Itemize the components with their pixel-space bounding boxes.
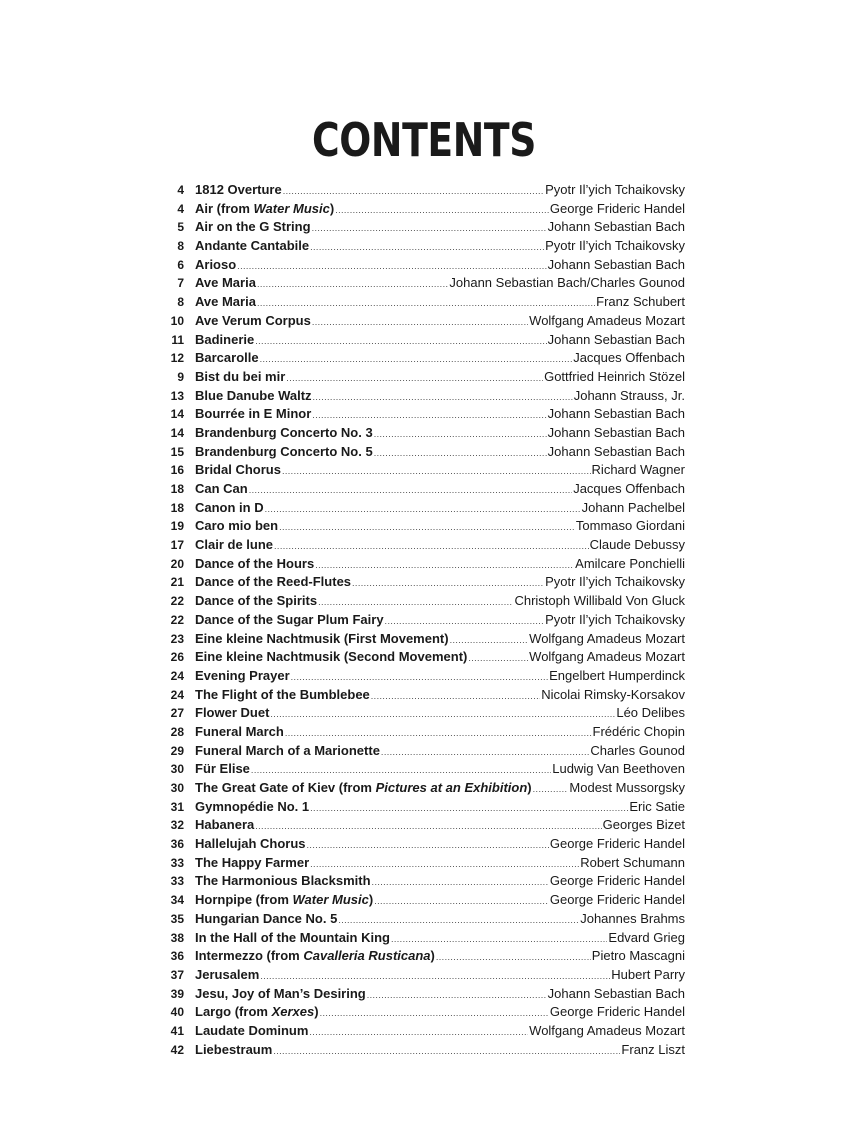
page-number: 13 — [170, 388, 184, 403]
page-number: 24 — [170, 687, 184, 702]
page-number: 26 — [170, 650, 184, 665]
piece-title — [195, 667, 290, 686]
toc-entry[interactable] — [160, 461, 685, 480]
composer-name: Franz Schubert — [596, 294, 685, 310]
composer-name: Eric Satie — [629, 798, 685, 814]
page-number: 37 — [170, 967, 184, 982]
piece-title-text: Brandenburg Concerto No. 5 — [195, 443, 373, 459]
dot-leader — [257, 275, 448, 294]
piece-title — [195, 966, 259, 985]
piece-title-text: Laudate Dominum — [195, 1022, 309, 1038]
piece-title — [195, 891, 373, 910]
page-number: 36 — [170, 837, 184, 852]
dot-leader — [255, 817, 601, 836]
piece-source-title: Water Music — [292, 892, 369, 908]
piece-title — [195, 985, 366, 1004]
composer-name: Johann Sebastian Bach — [547, 985, 685, 1001]
piece-title — [195, 704, 269, 723]
piece-title-text: The Harmonious Blacksmith — [195, 873, 371, 889]
toc-entry[interactable] — [160, 891, 685, 910]
toc-entry[interactable] — [160, 854, 685, 873]
page-number: 17 — [170, 538, 184, 553]
dot-leader — [436, 948, 591, 967]
piece-title-text: Brandenburg Concerto No. 3 — [195, 424, 373, 440]
toc-entry[interactable] — [160, 555, 685, 574]
page-number: 8 — [177, 295, 184, 310]
dot-leader — [450, 631, 529, 650]
page-number: 10 — [170, 313, 184, 328]
piece-title-text: The Happy Farmer — [195, 854, 310, 870]
piece-title — [195, 443, 373, 462]
piece-title — [195, 760, 250, 779]
dot-leader — [468, 649, 528, 668]
composer-name: Modest Mussorgsky — [569, 780, 685, 795]
dot-leader — [385, 612, 545, 631]
page-title: CONTENTS — [311, 112, 536, 167]
page-number: 6 — [177, 257, 184, 272]
piece-title-text: Badinerie — [195, 331, 255, 347]
piece-title-text: Canon in D — [195, 499, 264, 515]
piece-title — [195, 181, 282, 200]
dot-leader — [237, 257, 547, 276]
page-number: 7 — [177, 276, 184, 291]
toc-entry[interactable] — [160, 499, 685, 518]
composer-name: Gottfried Heinrich Stözel — [544, 368, 685, 384]
piece-title-text: The Great Gate of Kiev (from — [195, 780, 376, 795]
dot-leader — [315, 556, 574, 575]
page-number: 4 — [177, 201, 184, 216]
dot-leader — [374, 425, 547, 444]
piece-title-text: Can Can — [195, 481, 248, 496]
piece-title-suffix: ) — [430, 948, 435, 964]
dot-leader — [249, 481, 572, 500]
page-number: 29 — [170, 743, 184, 758]
page-number: 27 — [170, 706, 184, 721]
piece-title-text: Ave Maria — [195, 294, 256, 310]
dot-leader — [260, 350, 573, 369]
piece-title — [195, 1022, 308, 1041]
page-number: 19 — [170, 519, 184, 534]
piece-title-text: Hallelujah Chorus — [195, 836, 306, 852]
dot-leader — [310, 799, 628, 818]
page-number: 24 — [170, 668, 184, 683]
composer-name: Johann Sebastian Bach — [547, 219, 685, 235]
dot-leader — [313, 388, 573, 407]
page-number: 20 — [170, 556, 184, 571]
dot-leader — [312, 313, 528, 332]
page-number: 28 — [170, 724, 184, 739]
composer-name: Johann Sebastian Bach — [547, 331, 685, 347]
piece-title-text: Bridal Chorus — [195, 462, 281, 478]
toc-entry[interactable] — [160, 798, 685, 817]
toc-entry[interactable] — [160, 237, 685, 256]
composer-name: Edvard Grieg — [608, 929, 685, 945]
page-number: 30 — [170, 781, 184, 795]
composer-name: Wolfgang Amadeus Mozart — [529, 312, 685, 328]
toc-entry[interactable] — [160, 592, 685, 611]
composer-name: Georges Bizet — [602, 817, 685, 833]
dot-leader — [318, 593, 513, 612]
piece-title — [195, 648, 467, 667]
piece-title — [195, 910, 337, 929]
piece-title — [195, 256, 236, 275]
toc-entry[interactable] — [160, 387, 685, 406]
piece-title — [195, 686, 370, 705]
dot-leader — [367, 986, 547, 1005]
piece-source-title: Cavalleria Rusticana — [303, 948, 431, 964]
piece-title-text: Clair de lune — [195, 537, 274, 553]
toc-entry[interactable] — [160, 517, 685, 536]
toc-entry[interactable] — [160, 331, 685, 350]
composer-name: Robert Schumann — [580, 854, 685, 870]
composer-name: Tommaso Giordani — [575, 518, 685, 534]
toc-entry[interactable] — [160, 218, 685, 237]
piece-title — [195, 929, 390, 948]
page-number: 41 — [170, 1023, 184, 1038]
piece-title — [195, 461, 281, 480]
piece-title — [195, 237, 309, 256]
page-number: 40 — [170, 1005, 184, 1020]
piece-title-text: Blue Danube Waltz — [195, 387, 312, 403]
composer-name: Léo Delibes — [616, 705, 685, 721]
toc-entry[interactable] — [160, 947, 685, 966]
dot-leader — [391, 930, 607, 949]
dot-leader — [352, 574, 544, 593]
composer-name: Johann Sebastian Bach/Charles Gounod — [449, 275, 685, 291]
piece-title-text: Dance of the Reed-Flutes — [195, 574, 352, 590]
toc-entry[interactable] — [160, 405, 685, 424]
dot-leader — [372, 873, 549, 892]
toc-entry[interactable] — [160, 742, 685, 761]
piece-title — [195, 742, 380, 761]
composer-name: George Frideric Handel — [549, 836, 685, 852]
dot-leader — [283, 182, 544, 201]
piece-source-title: Pictures at an Exhibition — [375, 780, 528, 795]
piece-title — [195, 424, 373, 443]
piece-title-text: Bist du bei mir — [195, 368, 286, 384]
page-number: 11 — [171, 332, 184, 347]
composer-name: Charles Gounod — [590, 742, 685, 758]
page-number: 38 — [170, 930, 184, 945]
piece-title — [195, 835, 306, 854]
page-number: 34 — [170, 893, 184, 908]
dot-leader — [257, 294, 595, 313]
composer-name: Jacques Offenbach — [573, 481, 685, 496]
dot-leader — [279, 518, 575, 537]
page-number: 33 — [170, 855, 184, 870]
toc-entry[interactable] — [160, 816, 685, 835]
page-number: 39 — [170, 986, 184, 1001]
piece-title-text: The Flight of the Bumblebee — [195, 686, 370, 702]
piece-title — [195, 387, 312, 406]
composer-name: Wolfgang Amadeus Mozart — [529, 630, 685, 646]
composer-name: Frédéric Chopin — [592, 723, 685, 739]
piece-title — [195, 293, 256, 312]
composer-name: Nicolai Rimsky-Korsakov — [541, 686, 685, 702]
toc-entry[interactable] — [160, 686, 685, 705]
page-number: 35 — [170, 911, 184, 926]
toc-entry[interactable] — [160, 536, 685, 555]
piece-title — [195, 349, 259, 368]
piece-title — [195, 816, 254, 835]
piece-title — [195, 536, 273, 555]
toc-entry[interactable] — [160, 256, 685, 275]
toc-entry[interactable] — [160, 424, 685, 443]
page-number: 9 — [177, 369, 184, 384]
dot-leader — [371, 687, 540, 706]
piece-title-suffix: ) — [368, 892, 374, 908]
dot-leader — [270, 705, 615, 724]
piece-title-text: Eine kleine Nachtmusik (Second Movement) — [195, 649, 468, 665]
composer-name: Johann Pachelbel — [581, 499, 685, 515]
page-number: 42 — [170, 1042, 184, 1057]
dot-leader — [260, 967, 610, 986]
piece-title-text: Largo (from — [195, 1004, 272, 1020]
composer-name: George Frideric Handel — [549, 873, 685, 889]
composer-name: Amilcare Ponchielli — [575, 555, 685, 571]
piece-title-suffix: ) — [314, 1004, 319, 1020]
piece-title-text: Dance of the Hours — [195, 555, 315, 571]
toc-entry[interactable] — [160, 293, 685, 312]
piece-title — [195, 723, 284, 742]
page-number: 5 — [177, 220, 184, 235]
composer-name: Johann Strauss, Jr. — [573, 387, 685, 403]
piece-source-title: Water Music — [253, 200, 330, 216]
piece-title-text: Evening Prayer — [195, 667, 290, 683]
page-number: 22 — [170, 612, 184, 627]
piece-source-title: Xerxes — [271, 1004, 315, 1020]
page-number: 36 — [170, 949, 184, 964]
dot-leader — [312, 406, 546, 425]
page-number: 31 — [170, 799, 184, 814]
composer-name: Engelbert Humperdinck — [549, 667, 685, 683]
page-number: 15 — [170, 444, 184, 459]
piece-title — [195, 1041, 272, 1060]
toc-entry[interactable] — [160, 1022, 685, 1041]
toc-entry[interactable] — [160, 704, 685, 723]
page-number: 12 — [170, 351, 184, 366]
piece-title-suffix: ) — [527, 780, 532, 795]
toc-entry[interactable] — [160, 630, 685, 649]
piece-title — [195, 573, 351, 592]
piece-title — [195, 555, 314, 574]
toc-entry[interactable] — [160, 573, 685, 592]
piece-title-text: Andante Cantabile — [195, 238, 310, 254]
piece-title — [195, 480, 248, 499]
piece-title — [195, 274, 256, 293]
toc-entry[interactable] — [160, 611, 685, 630]
piece-title — [195, 1003, 319, 1022]
dot-leader — [286, 369, 543, 388]
page-number: 18 — [170, 482, 184, 496]
composer-name: Johann Sebastian Bach — [547, 443, 685, 459]
dot-leader — [533, 780, 569, 799]
dot-leader — [273, 1042, 620, 1061]
composer-name: George Frideric Handel — [549, 892, 685, 908]
piece-title-text: Air on the G String — [195, 219, 311, 235]
page-number: 4 — [177, 183, 184, 197]
piece-title-text: Ave Verum Corpus — [195, 312, 311, 328]
piece-title-text: Dance of the Spirits — [195, 593, 318, 609]
piece-title — [195, 405, 311, 424]
dot-leader — [310, 855, 579, 874]
composer-name: Franz Liszt — [621, 1041, 685, 1057]
dot-leader — [291, 668, 548, 687]
piece-title — [195, 592, 317, 611]
piece-title — [195, 779, 532, 798]
piece-title-text: Intermezzo (from — [195, 948, 304, 964]
piece-title-text: Funeral March of a Marionette — [195, 742, 380, 758]
composer-name: Pyotr Il’yich Tchaikovsky — [545, 574, 685, 590]
piece-title-text: Gymnopédie No. 1 — [195, 798, 310, 814]
piece-title — [195, 611, 384, 630]
composer-name: Johann Sebastian Bach — [547, 406, 685, 422]
page-number: 30 — [170, 762, 184, 777]
piece-title — [195, 312, 311, 331]
dot-leader — [374, 444, 547, 463]
piece-title-text: Habanera — [195, 817, 255, 833]
piece-title-text: Eine kleine Nachtmusik (First Movement) — [195, 630, 449, 646]
toc-entry[interactable] — [160, 480, 685, 499]
contents-list — [160, 181, 685, 1059]
toc-entry[interactable] — [160, 929, 685, 948]
toc-entry[interactable] — [160, 349, 685, 368]
dot-leader — [274, 537, 589, 556]
piece-title-text: Ave Maria — [195, 275, 256, 291]
toc-entry[interactable] — [160, 200, 685, 219]
piece-title — [195, 630, 449, 649]
page-number: 32 — [170, 818, 184, 833]
toc-entry[interactable] — [160, 760, 685, 779]
toc-entry[interactable] — [160, 723, 685, 742]
toc-entry[interactable] — [160, 181, 685, 200]
page-number: 33 — [170, 874, 184, 889]
piece-title-text: Jesu, Joy of Man’s Desiring — [195, 985, 366, 1001]
dot-leader — [338, 911, 579, 930]
toc-entry[interactable] — [160, 779, 685, 798]
piece-title-text: Für Elise — [195, 761, 250, 777]
page-number: 14 — [170, 425, 184, 440]
composer-name: Hubert Parry — [611, 966, 685, 982]
dot-leader — [335, 201, 549, 220]
piece-title — [195, 854, 309, 873]
page-number: 8 — [177, 239, 184, 254]
composer-name: Ludwig Van Beethoven — [552, 761, 685, 777]
toc-entry[interactable] — [160, 985, 685, 1004]
dot-leader — [282, 462, 591, 481]
dot-leader — [285, 724, 592, 743]
toc-entry[interactable] — [160, 966, 685, 985]
toc-entry[interactable] — [160, 835, 685, 854]
dot-leader — [265, 500, 581, 519]
composer-name: Johann Sebastian Bach — [547, 424, 685, 440]
toc-entry[interactable] — [160, 443, 685, 462]
composer-name: Wolfgang Amadeus Mozart — [529, 1022, 685, 1038]
toc-entry[interactable] — [160, 1041, 685, 1060]
piece-title-text: 1812 Overture — [195, 182, 282, 197]
composer-name: Christoph Willibald Von Gluck — [514, 593, 685, 609]
piece-title-text: Funeral March — [195, 723, 284, 739]
toc-entry[interactable] — [160, 910, 685, 929]
composer-name: Jacques Offenbach — [573, 350, 685, 366]
piece-title-suffix: ) — [329, 200, 335, 216]
page-number: 23 — [170, 631, 184, 646]
composer-name: Johannes Brahms — [580, 910, 685, 926]
piece-title-text: Liebestraum — [195, 1041, 273, 1057]
piece-title-text: Caro mio ben — [195, 518, 279, 534]
page-number: 16 — [170, 463, 184, 478]
composer-name: Claude Debussy — [589, 537, 685, 553]
composer-name: Johann Sebastian Bach — [547, 256, 685, 272]
dot-leader — [310, 238, 544, 257]
dot-leader — [307, 836, 549, 855]
dot-leader — [381, 743, 589, 762]
piece-title — [195, 200, 334, 219]
composer-name: Richard Wagner — [591, 462, 685, 478]
piece-title-text: Flower Duet — [195, 705, 270, 721]
piece-title-text: Dance of the Sugar Plum Fairy — [195, 611, 384, 627]
piece-title-text: Bourrée in E Minor — [195, 406, 312, 422]
page-number: 14 — [170, 407, 184, 422]
composer-name: George Frideric Handel — [549, 200, 685, 216]
toc-entry[interactable] — [160, 872, 685, 891]
piece-title — [195, 872, 371, 891]
piece-title-text: Barcarolle — [195, 350, 259, 366]
composer-name: Wolfgang Amadeus Mozart — [529, 649, 685, 665]
dot-leader — [312, 219, 547, 238]
toc-entry[interactable] — [160, 648, 685, 667]
piece-title-text: Hornpipe (from — [195, 892, 293, 908]
composer-name: Pyotr Il’yich Tchaikovsky — [545, 182, 685, 197]
piece-title — [195, 947, 435, 966]
page-number: 22 — [170, 594, 184, 609]
toc-entry[interactable] — [160, 667, 685, 686]
dot-leader — [255, 332, 546, 351]
toc-entry[interactable] — [160, 274, 685, 293]
composer-name: Pyotr Il’yich Tchaikovsky — [545, 611, 685, 627]
dot-leader — [309, 1023, 528, 1042]
dot-leader — [320, 1004, 549, 1023]
toc-entry[interactable] — [160, 1003, 685, 1022]
piece-title — [195, 517, 278, 536]
piece-title — [195, 798, 309, 817]
dot-leader — [374, 892, 549, 911]
piece-title — [195, 499, 264, 518]
piece-title-text: Jerusalem — [195, 966, 260, 982]
composer-name: Pyotr Il’yich Tchaikovsky — [545, 238, 685, 254]
piece-title-text: Air (from — [195, 200, 254, 216]
composer-name: Pietro Mascagni — [591, 948, 685, 964]
toc-entry[interactable] — [160, 368, 685, 387]
piece-title-text: Arioso — [195, 256, 237, 272]
piece-title-text: In the Hall of the Mountain King — [195, 929, 390, 945]
piece-title-text: Hungarian Dance No. 5 — [195, 910, 338, 926]
piece-title — [195, 331, 254, 350]
page-number: 18 — [170, 500, 184, 515]
piece-title — [195, 368, 285, 387]
toc-entry[interactable] — [160, 312, 685, 331]
piece-title — [195, 218, 311, 237]
dot-leader — [251, 761, 551, 780]
page-number: 21 — [170, 575, 184, 590]
composer-name: George Frideric Handel — [549, 1004, 685, 1020]
